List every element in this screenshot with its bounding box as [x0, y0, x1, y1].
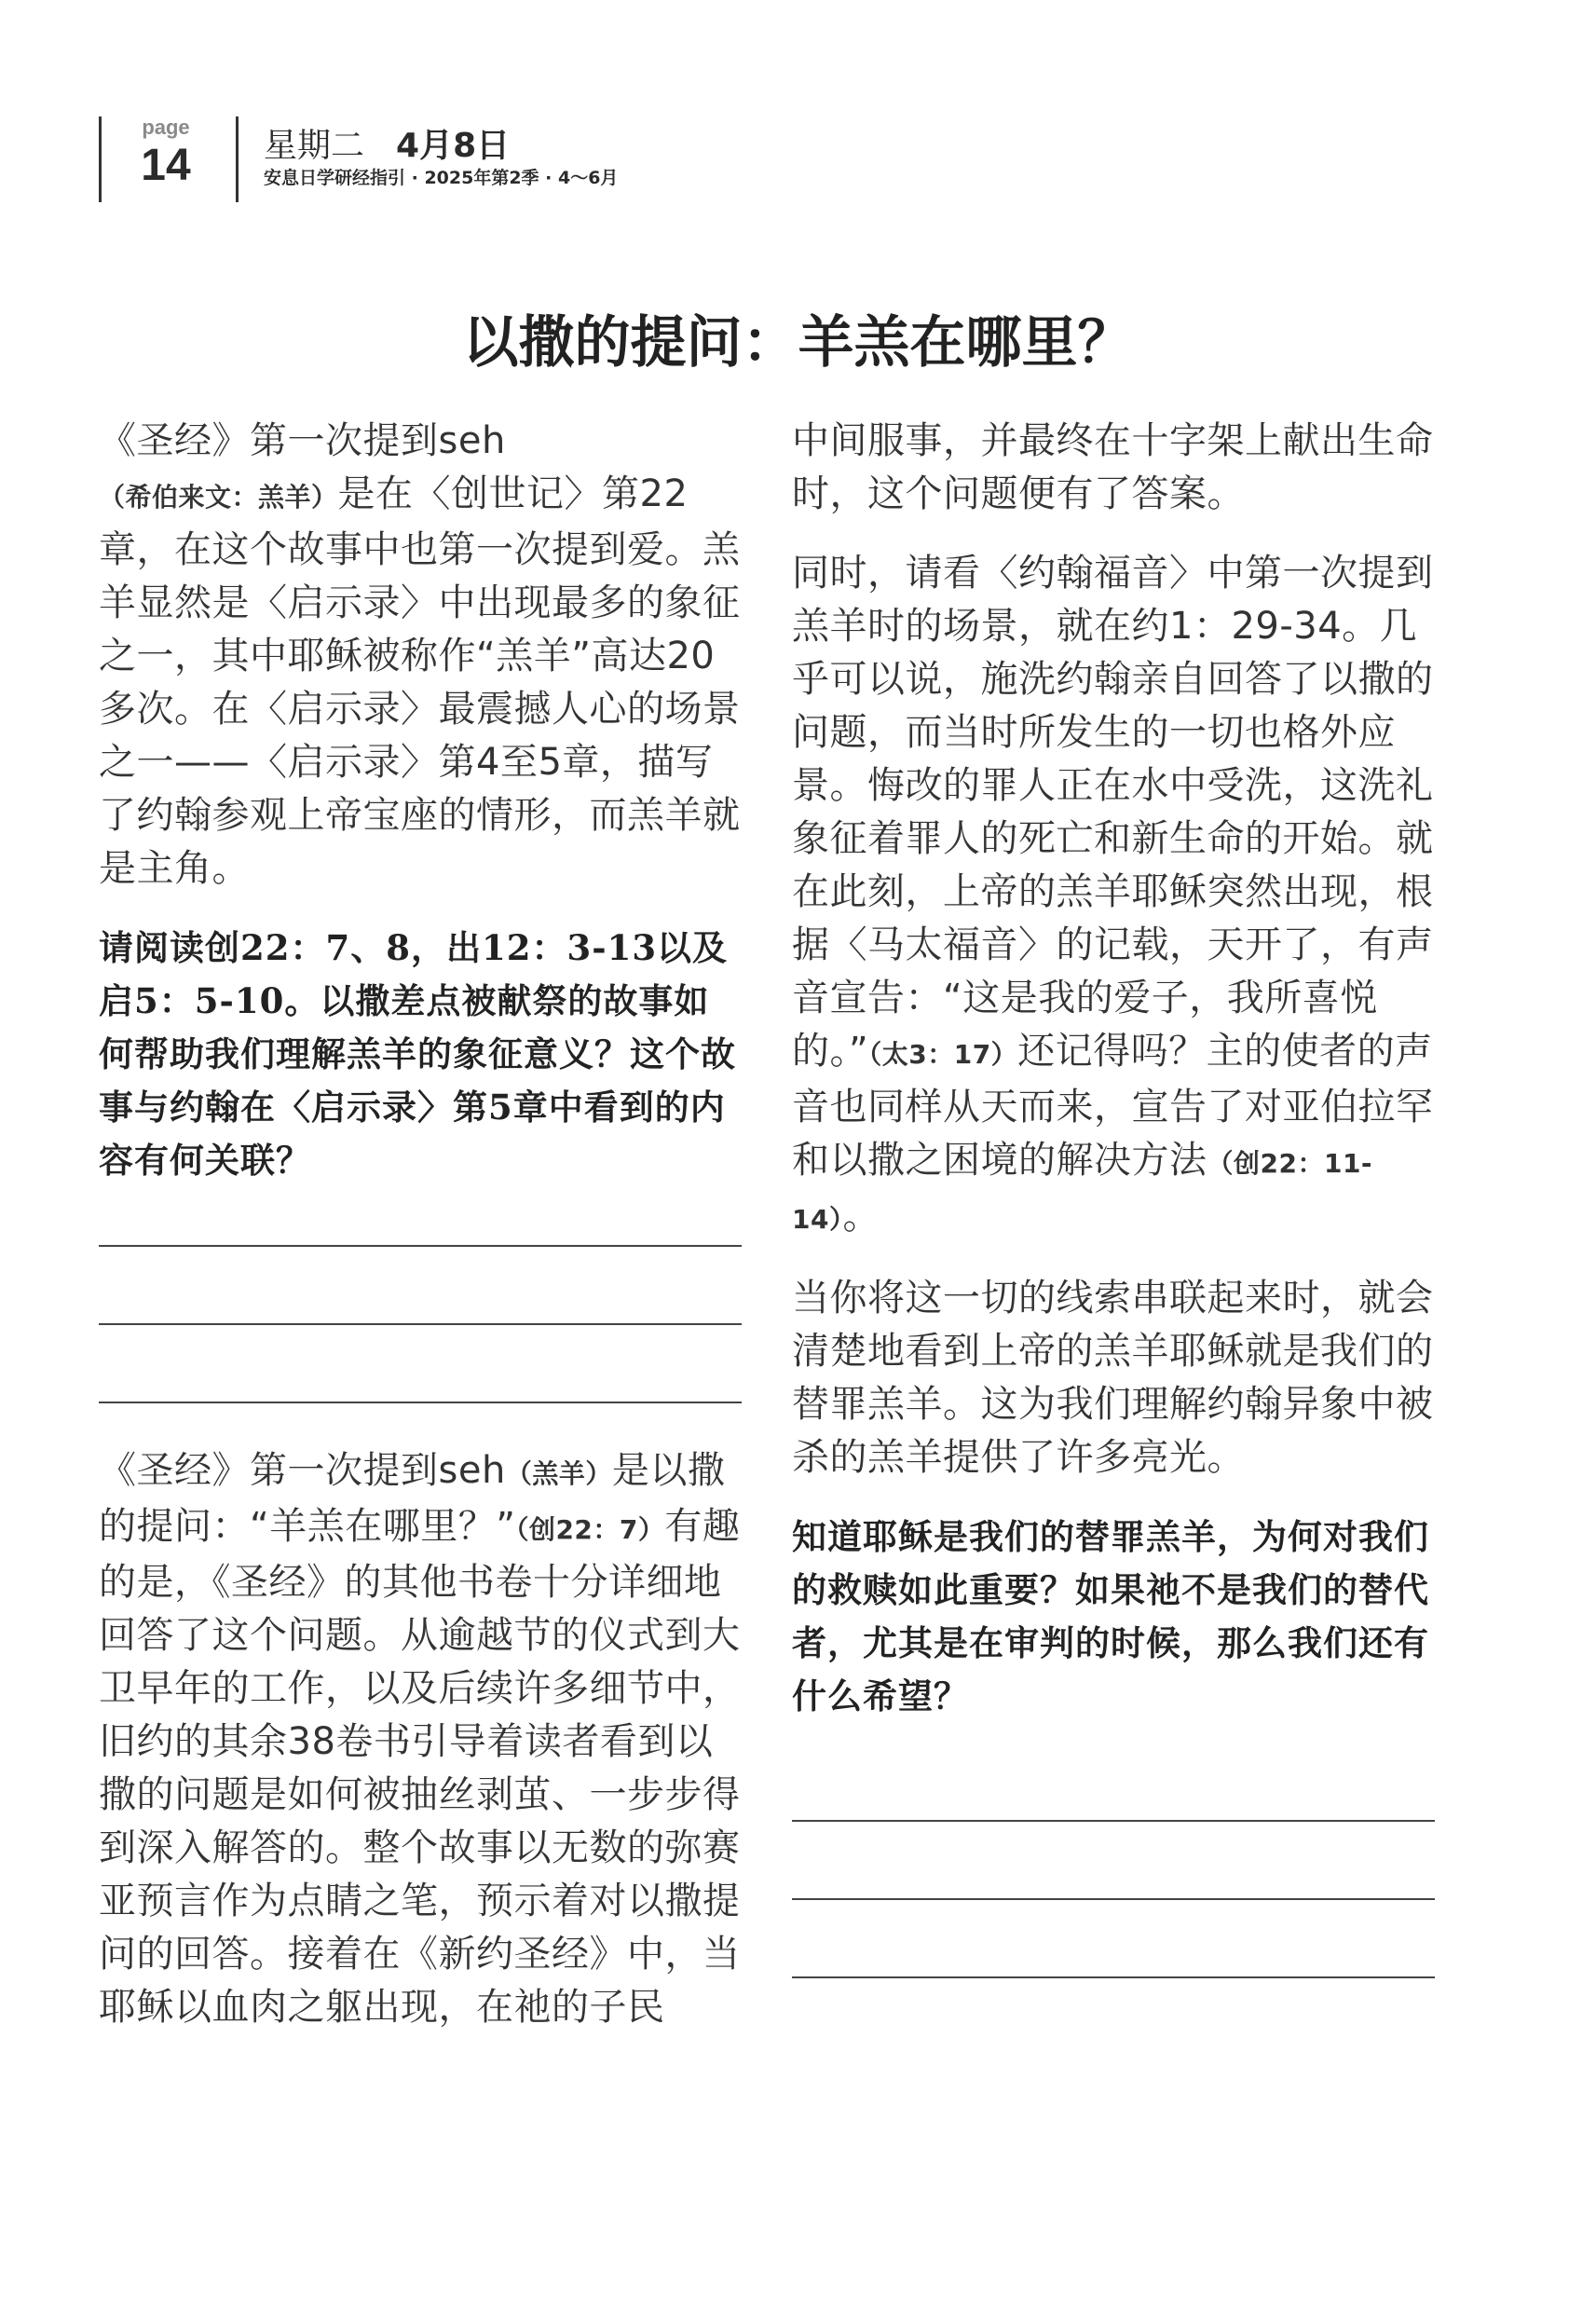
p2-text-rest: 有趣的是，《圣经》的其他书卷十分详细地回答了这个问题。从逾越节的仪式到大卫早年的工作，以及后续许多细节中，旧约的其余38卷书引导着读者看到以撒的问题是如何被抽丝剥茧、一步步得到深入解答的。整个故事以无数的弥赛亚预言作为点睛之笔，预示着对以撒提问的回答。接着在《新约圣经》中，当耶稣以血肉之躯出现，在祂的子民	[99, 1505, 741, 2029]
p2-text-middle: 是以撒的提问：“羊羔在哪里？”	[99, 1449, 726, 1548]
john-text-middle: 还记得吗？主的使者的声音也同样从天而来，宣告了对亚伯拉罕和以撒之困境的解决方法	[792, 1030, 1434, 1182]
page-number: 14	[141, 141, 191, 190]
lesson-day	[264, 119, 510, 167]
p2-gloss: （羔羊）	[505, 1458, 612, 1489]
lesson-date: 4月8日	[396, 127, 511, 165]
page-header	[0, 0, 1596, 214]
matthew-reference: （太3：17）	[868, 1039, 1018, 1070]
right-column	[792, 415, 1435, 2016]
answer-line[interactable]	[792, 1820, 1435, 1822]
p2-reference: （创22：7）	[515, 1514, 665, 1545]
lesson-title: 以撒的提问：羊羔在哪里？	[462, 310, 1134, 376]
header-divider-middle	[236, 116, 239, 202]
john-paragraph	[792, 547, 1435, 1246]
publication-series: 安息日学研经指引 · 2025年第2季 · 4～6月	[264, 168, 619, 188]
body-paragraph-2	[99, 1444, 742, 2034]
continued-paragraph: 中间服事，并最终在十字架上献出生命时，这个问题便有了答案。	[792, 419, 1434, 515]
intro-text-start: 《圣经》第一次提到seh	[99, 419, 506, 462]
answer-line[interactable]	[99, 1323, 742, 1325]
answer-lines-2	[792, 1820, 1435, 1978]
answer-line[interactable]	[792, 1976, 1435, 1978]
study-question-2: 知道耶稣是我们的替罪羔羊，为何对我们的救赎如此重要？如果祂不是我们的替代者，尤其是在审判的时候，那么我们还有什么希望？	[792, 1516, 1429, 1716]
weekday: 星期二	[264, 127, 365, 165]
genesis-reference: （创22：11-14）	[792, 1148, 1373, 1235]
header-divider-left	[99, 116, 102, 202]
intro-text-rest: 是在〈创世记〉第22章，在这个故事中也第一次提到爱。羔羊显然是〈启示录〉中出现最多的象征之一，其中耶稣被称作“羔羊”高达20多次。在〈启示录〉最震撼人心的场景之一——〈启示录〉第4至5章，描写了约翰参观上帝宝座的情形，而羔羊就是主角。	[99, 472, 741, 890]
answer-line[interactable]	[99, 1402, 742, 1403]
answer-line[interactable]	[792, 1898, 1435, 1900]
left-column	[99, 415, 742, 2060]
conclusion-paragraph: 当你将这一切的线索串联起来时，就会清楚地看到上帝的羔羊耶稣就是我们的替罪羔羊。这为我们理解约翰异象中被杀的羔羊提供了许多亮光。	[792, 1277, 1434, 1479]
study-question-1: 请阅读创22：7、8，出12：3-13以及启5：5-10。以撒差点被献祭的故事如何帮助我们理解羔羊的象征意义？这个故事与约翰在〈启示录〉第5章中看到的内容有何关联？	[99, 927, 736, 1181]
p2-text-start: 《圣经》第一次提到seh	[99, 1449, 506, 1492]
answer-line[interactable]	[99, 1245, 742, 1247]
page-label: page	[142, 116, 190, 139]
intro-gloss: （希伯来文：羔羊）	[99, 482, 338, 513]
intro-paragraph	[99, 415, 742, 896]
john-text-end: 。	[842, 1195, 880, 1238]
answer-lines-1	[99, 1245, 742, 1403]
john-text-start: 同时，请看〈约翰福音〉中第一次提到羔羊时的场景，就在约1：29-34。几乎可以说，施洗约翰亲自回答了以撒的问题，而当时所发生的一切也格外应景。悔改的罪人正在水中受洗，这洗礼象征着罪人的死亡和新生命的开始。就在此刻，上帝的羔羊耶稣突然出现，根据〈马太福音〉的记载，天开了，有声音宣告：“这是我的爱子，我所喜悦的。”	[792, 552, 1434, 1073]
